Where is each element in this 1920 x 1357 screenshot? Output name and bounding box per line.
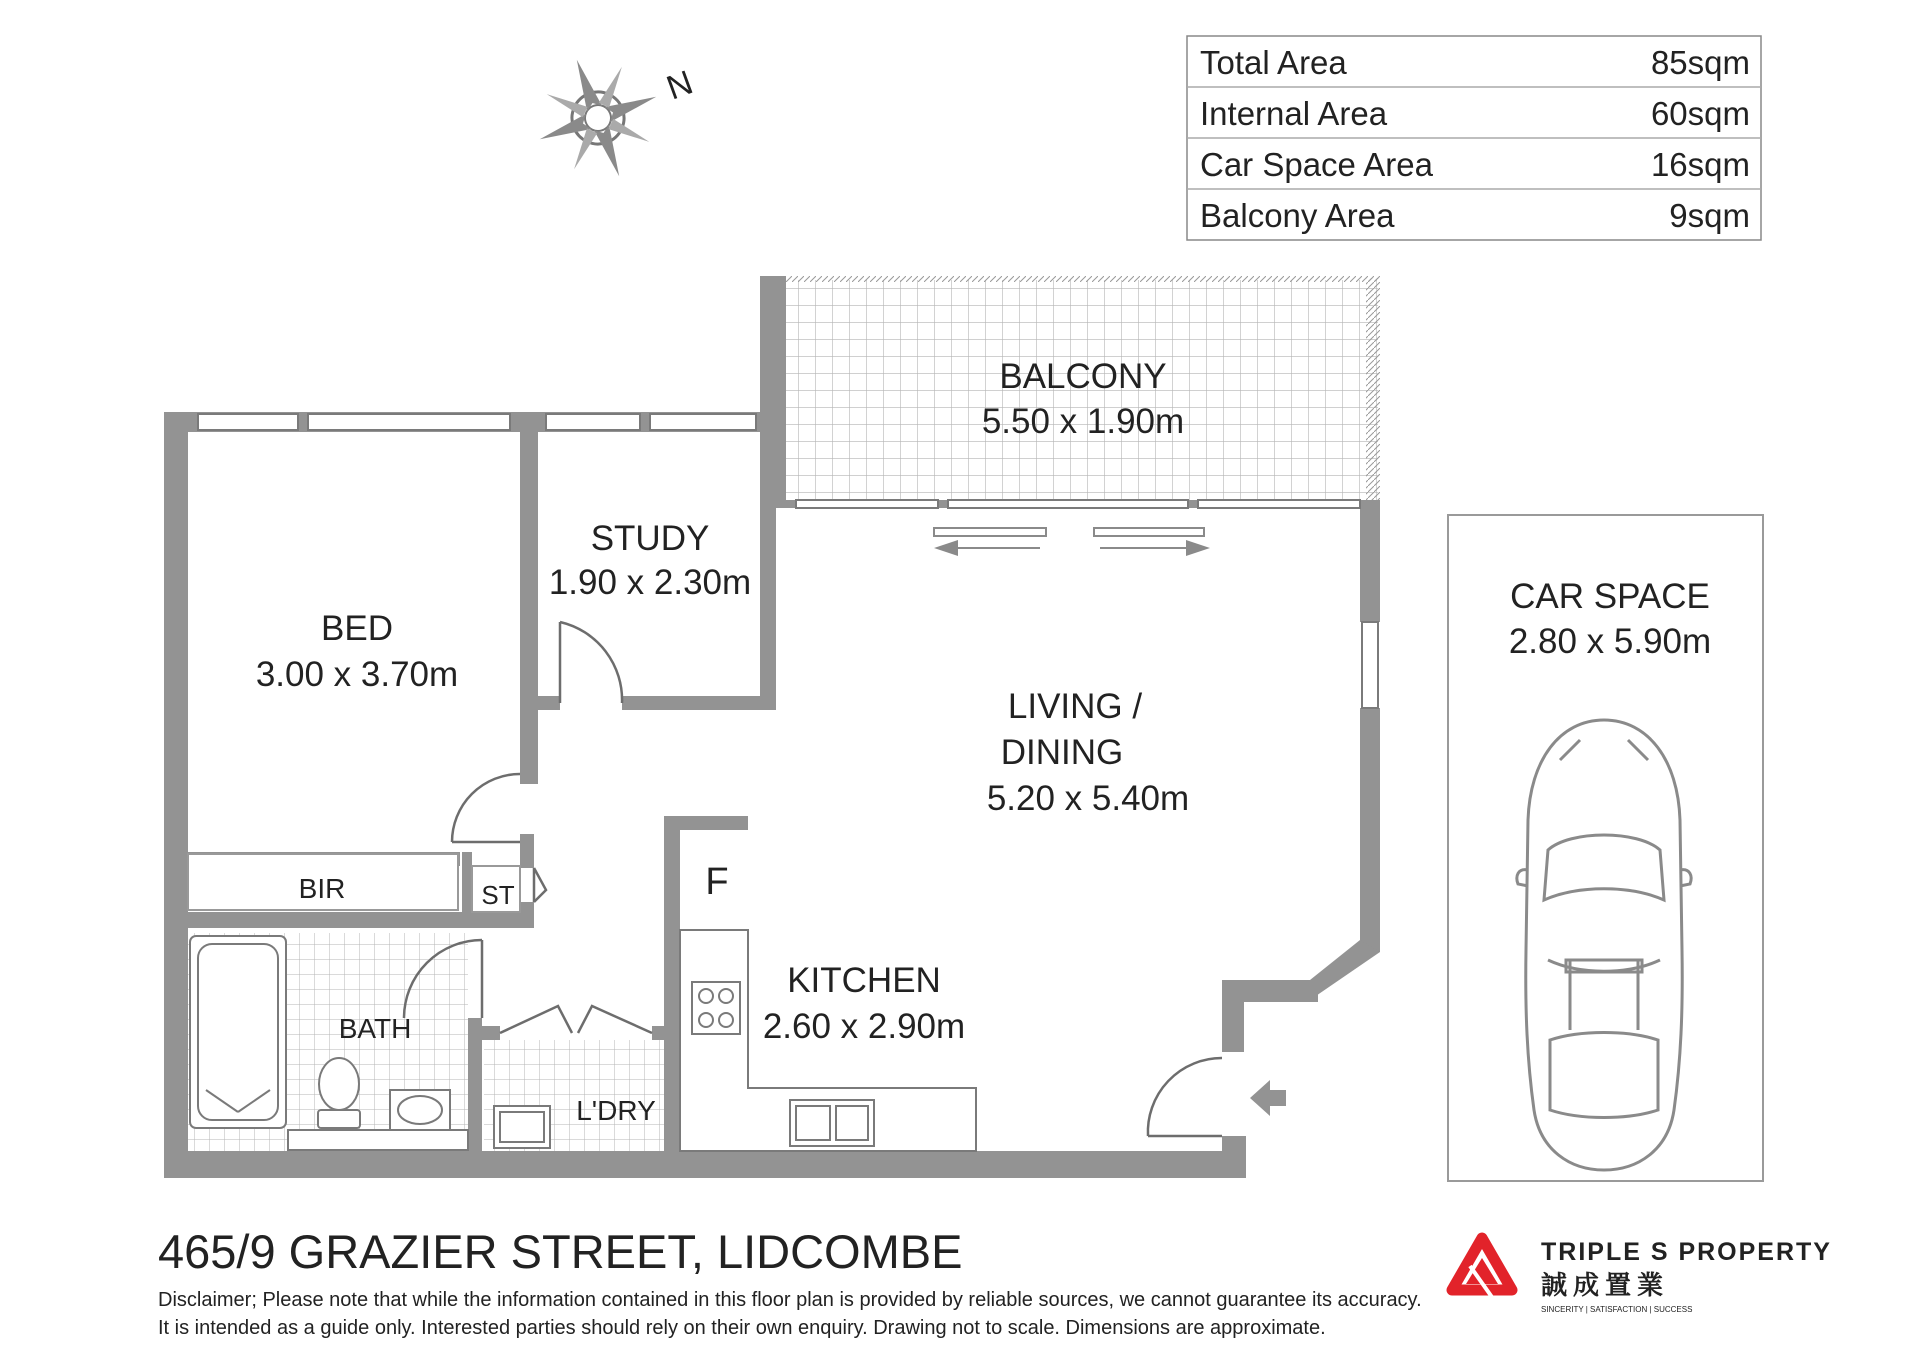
balcony-label: BALCONY bbox=[999, 357, 1167, 396]
living-label-line1: LIVING / bbox=[1007, 687, 1143, 726]
compass-north-label: N bbox=[661, 63, 698, 108]
bir-label: BIR bbox=[298, 873, 346, 904]
sliding-door bbox=[934, 528, 1210, 556]
study-label: STUDY bbox=[590, 519, 710, 558]
area-label-balcony: Balcony Area bbox=[1200, 197, 1395, 234]
area-value-internal: 60sqm bbox=[1650, 95, 1750, 132]
area-table bbox=[1187, 36, 1761, 240]
bed-size: 3.00 x 3.70m bbox=[255, 655, 459, 694]
bath-label: BATH bbox=[338, 1013, 412, 1044]
address-title: 465/9 GRAZIER STREET, LIDCOMBE bbox=[158, 1225, 963, 1278]
area-value-total: 85sqm bbox=[1650, 44, 1750, 81]
entry-arrow-icon bbox=[1250, 1080, 1286, 1116]
bed-label: BED bbox=[321, 609, 393, 648]
kitchen-size: 2.60 x 2.90m bbox=[762, 1007, 966, 1046]
area-label-total: Total Area bbox=[1200, 44, 1347, 81]
kitchen-label: KITCHEN bbox=[787, 961, 941, 1000]
laundry-label: L'DRY bbox=[576, 1095, 656, 1126]
triple-s-logo-icon bbox=[1452, 1238, 1512, 1300]
study-size: 1.90 x 2.30m bbox=[548, 563, 752, 602]
area-label-car-space: Car Space Area bbox=[1200, 146, 1433, 183]
st-label: ST bbox=[481, 880, 515, 910]
car-space-size: 2.80 x 5.90m bbox=[1508, 622, 1712, 661]
logo-chinese: 誠成置業 bbox=[1541, 1270, 1670, 1300]
logo-tagline: SINCERITY | SATISFACTION | SUCCESS bbox=[1541, 1305, 1693, 1314]
balcony-size: 5.50 x 1.90m bbox=[981, 402, 1185, 441]
area-value-balcony: 9sqm bbox=[1669, 197, 1750, 234]
disclaimer-line-1: Disclaimer; Please note that while the information contained in this floor plan is provided by reliable sources, we cannot guarantee its accuracy. bbox=[158, 1289, 1422, 1311]
fridge-label: F bbox=[705, 861, 729, 903]
area-label-internal: Internal Area bbox=[1200, 95, 1388, 132]
area-value-car-space: 16sqm bbox=[1650, 146, 1750, 183]
disclaimer-line-2: It is intended as a guide only. Interested parties should rely on their own enquiry. Drawing not to scale. Dimensions are approximate. bbox=[158, 1317, 1326, 1339]
living-size: 5.20 x 5.40m bbox=[986, 779, 1190, 818]
logo-name: TRIPLE S PROPERTY bbox=[1541, 1238, 1832, 1266]
car-space-label: CAR SPACE bbox=[1510, 577, 1710, 616]
living-label-line2: DINING bbox=[1000, 733, 1124, 772]
compass-icon bbox=[519, 39, 678, 198]
